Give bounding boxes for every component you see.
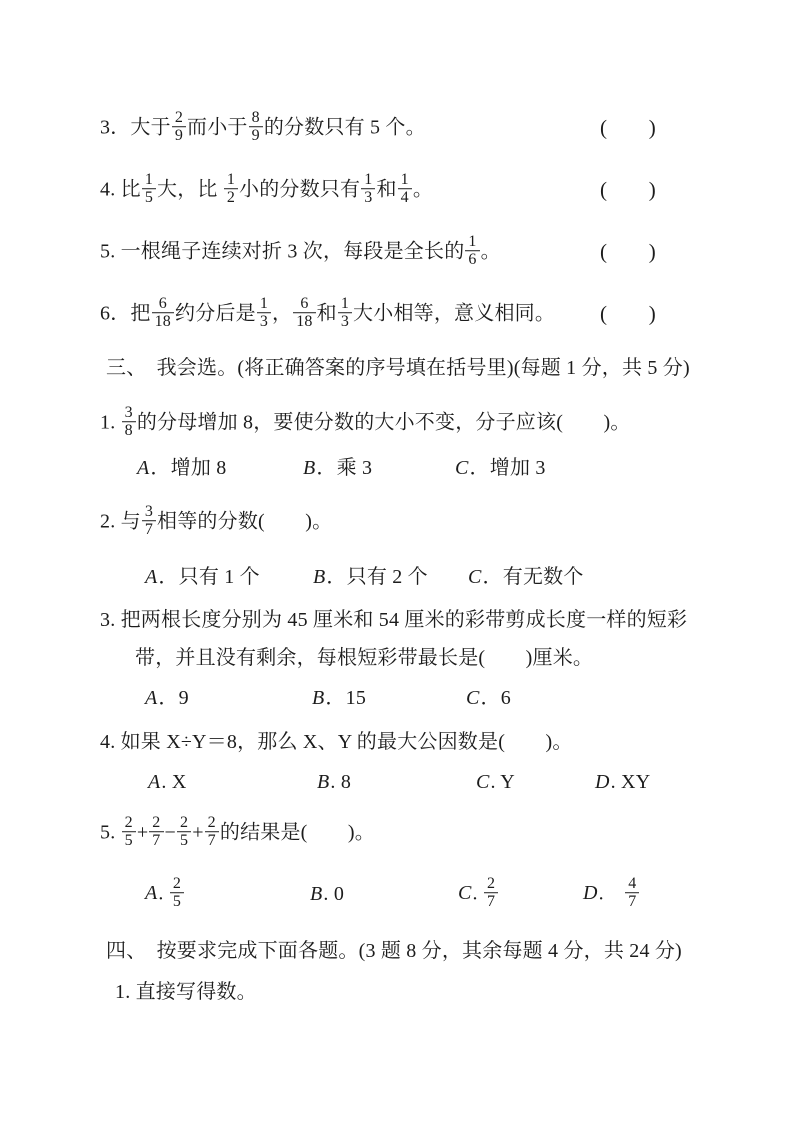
fraction-numerator: 2	[152, 814, 161, 832]
fraction-denominator: 5	[142, 189, 156, 207]
fraction-2-over-5	[170, 875, 184, 911]
choice-4-stem	[100, 728, 573, 756]
choice-3-option-b	[312, 684, 366, 712]
fraction-denominator: 5	[177, 832, 191, 850]
fraction-denominator: 3	[361, 189, 375, 207]
choice-1-option-b-option-letter: B	[303, 456, 316, 479]
fraction-numerator: 1	[226, 171, 236, 189]
tf-item-6	[100, 296, 555, 332]
fraction-denominator: 7	[142, 521, 156, 539]
fraction-4-over-7	[625, 875, 639, 911]
choice-5-option-b-text-1: . 0	[323, 882, 345, 905]
tf-item-3-text-0: 3．大于	[100, 116, 171, 139]
choice-1-option-a-option-letter: A	[137, 456, 150, 479]
choice-3-option-c-option-letter: C	[466, 686, 480, 709]
choice-4-option-b	[317, 768, 351, 796]
fraction-1-over-4	[398, 171, 412, 207]
close-paren: )	[648, 115, 656, 140]
choice-5-option-c	[458, 876, 499, 912]
tf-item-4-text-6: 和	[376, 178, 397, 201]
choice-5-option-c-text-1: .	[472, 882, 483, 905]
tf-item-4-text-4: 小的分数只有	[239, 178, 361, 201]
choice-4-option-c-option-letter: C	[476, 770, 490, 793]
tf-item-4-text-8: 。	[412, 178, 434, 201]
choice-5-stem-text-0: 5.	[100, 821, 121, 844]
choice-2-stem-text-2: 相等的分数( )。	[157, 510, 333, 533]
choice-5-option-a-text-1: .	[158, 882, 169, 905]
tf-item-6-text-4: ，	[272, 302, 293, 325]
choice-3-stem-line-1	[100, 606, 687, 634]
choice-4-stem-text-0: 4. 如果 X÷Y＝8，那么 X、Y 的最大公因数是( )。	[100, 730, 573, 753]
tf-item-3-answer-parens	[600, 114, 656, 143]
choice-4-option-a-text-1: . X	[161, 770, 187, 793]
fraction-1-over-3	[338, 295, 352, 331]
fraction-1-over-6	[465, 233, 479, 269]
fraction-numerator: 1	[259, 295, 269, 313]
choice-2-option-c	[468, 563, 584, 591]
choice-4-option-b-text-1: . 8	[330, 770, 352, 793]
choice-3-option-c-text-1: ．6	[480, 686, 511, 709]
section-4-item-1	[115, 978, 257, 1006]
choice-5-option-b-option-letter: B	[310, 882, 323, 905]
choice-2-option-c-option-letter: C	[468, 565, 482, 588]
choice-2-stem	[100, 504, 332, 540]
fraction-denominator: 2	[224, 189, 238, 207]
fraction-denominator: 8	[122, 422, 136, 440]
fraction-denominator: 4	[398, 189, 412, 207]
section-heading-4-text-0: 四、 按要求完成下面各题。(3 题 8 分，其余每题 4 分，共 24 分)	[106, 939, 682, 962]
choice-3-stem-line-2	[135, 644, 593, 672]
fraction-denominator: 3	[338, 313, 352, 331]
choice-3-option-a-text-1: ．9	[158, 686, 189, 709]
fraction-denominator: 7	[625, 893, 639, 911]
fraction-numerator: 2	[207, 814, 216, 832]
choice-2-stem-text-0: 2. 与	[100, 510, 141, 533]
choice-3-option-b-text-1: ．15	[325, 686, 367, 709]
tf-item-5-answer-parens	[600, 238, 656, 267]
choice-5-option-a	[145, 876, 185, 912]
fraction-numerator: 6	[300, 295, 309, 313]
choice-1-option-b	[303, 454, 372, 482]
section-heading-3-text-0: 三、 我会选。(将正确答案的序号填在括号里)(每题 1 分，共 5 分)	[106, 356, 690, 379]
tf-item-6-text-0: 6．把	[100, 302, 151, 325]
choice-3-option-b-option-letter: B	[312, 686, 325, 709]
fraction-1-over-5	[142, 171, 156, 207]
choice-1-option-c	[455, 454, 546, 482]
fraction-denominator: 6	[465, 251, 479, 269]
fraction-numerator: 2	[179, 814, 189, 832]
choice-5-option-d-text-1: .	[598, 882, 625, 905]
fraction-numerator: 2	[124, 814, 133, 832]
section-heading-4	[106, 937, 682, 965]
choice-2-option-b	[313, 563, 428, 591]
tf-item-3-text-2: 而小于	[187, 116, 248, 139]
tf-item-6-text-6: 和	[316, 302, 337, 325]
choice-5-stem-text-4: −	[164, 821, 176, 844]
fraction-3-over-8	[122, 404, 136, 440]
choice-1-stem-text-0: 1.	[100, 411, 121, 434]
choice-2-option-b-text-1: ．只有 2 个	[326, 565, 428, 588]
choice-5-option-b	[310, 880, 344, 908]
fraction-denominator: 5	[122, 832, 136, 850]
choice-5-stem-text-6: +	[192, 821, 204, 844]
fraction-numerator: 6	[158, 295, 167, 313]
tf-item-4	[100, 172, 433, 208]
fraction-2-over-7	[484, 875, 498, 911]
choice-5-stem-text-2: +	[136, 821, 149, 844]
tf-item-6-text-8: 大小相等，意义相同。	[353, 302, 556, 325]
tf-item-4-text-2: 大，比	[157, 178, 223, 201]
open-paren: (	[600, 239, 608, 264]
close-paren: )	[648, 239, 656, 264]
fraction-numerator: 2	[486, 875, 496, 893]
fraction-numerator: 2	[172, 875, 182, 893]
fraction-2-over-9	[172, 109, 186, 145]
open-paren: (	[600, 301, 608, 326]
fraction-numerator: 8	[251, 109, 260, 127]
fraction-2-over-5	[122, 814, 136, 850]
choice-3-option-a-option-letter: A	[145, 686, 158, 709]
choice-5-option-c-option-letter: C	[458, 882, 472, 905]
fraction-numerator: 1	[364, 171, 373, 189]
choice-1-option-a-text-1: ．增加 8	[150, 456, 227, 479]
open-paren: (	[600, 177, 608, 202]
tf-item-4-answer-parens	[600, 176, 656, 205]
tf-item-5-text-0: 5. 一根绳子连续对折 3 次，每段是全长的	[100, 240, 465, 263]
fraction-denominator: 7	[484, 893, 498, 911]
fraction-6-over-18	[293, 295, 315, 331]
answer-parentheses	[600, 238, 656, 266]
choice-2-option-a-option-letter: A	[145, 565, 158, 588]
choice-2-option-b-option-letter: B	[313, 565, 326, 588]
fraction-denominator: 3	[257, 313, 271, 331]
choice-4-option-d-text-1: . XY	[610, 770, 651, 793]
fraction-denominator: 5	[170, 893, 184, 911]
fraction-2-over-7	[149, 814, 163, 850]
choice-1-stem	[100, 405, 631, 441]
choice-1-option-c-option-letter: C	[455, 456, 469, 479]
choice-3-option-c	[466, 684, 511, 712]
fraction-numerator: 4	[628, 875, 637, 893]
choice-5-stem	[100, 815, 375, 851]
fraction-8-over-9	[249, 109, 263, 145]
choice-4-option-c	[476, 768, 515, 796]
section-4-item-1-text-0: 1. 直接写得数。	[115, 980, 257, 1003]
choice-5-option-a-option-letter: A	[145, 882, 158, 905]
choice-1-stem-text-2: 的分母增加 8，要使分数的大小不变，分子应该( )。	[136, 411, 631, 434]
choice-5-option-d	[583, 876, 640, 912]
fraction-numerator: 1	[468, 233, 477, 251]
fraction-numerator: 2	[174, 109, 184, 127]
tf-item-4-text-0: 4. 比	[100, 178, 141, 201]
fraction-numerator: 1	[400, 171, 409, 189]
choice-1-option-a	[137, 454, 226, 482]
fraction-3-over-7	[142, 503, 156, 539]
choice-3-option-a	[145, 684, 189, 712]
fraction-numerator: 1	[340, 295, 350, 313]
fraction-denominator: 18	[152, 313, 174, 331]
fraction-1-over-3	[257, 295, 271, 331]
tf-item-3	[100, 110, 426, 146]
tf-item-6-text-2: 约分后是	[175, 302, 256, 325]
answer-parentheses	[600, 176, 656, 204]
fraction-2-over-7	[205, 814, 219, 850]
fraction-2-over-5	[177, 814, 191, 850]
tf-item-6-answer-parens	[600, 300, 656, 329]
fraction-1-over-3	[361, 171, 375, 207]
choice-1-option-b-text-1: ．乘 3	[316, 456, 373, 479]
fraction-denominator: 7	[149, 832, 163, 850]
choice-4-option-a-option-letter: A	[148, 770, 161, 793]
fraction-denominator: 7	[205, 832, 219, 850]
choice-2-option-a-text-1: ．只有 1 个	[158, 565, 260, 588]
choice-2-option-c-text-1: ．有无数个	[482, 565, 584, 588]
fraction-denominator: 9	[249, 127, 263, 145]
fraction-6-over-18	[152, 295, 174, 331]
close-paren: )	[648, 177, 656, 202]
answer-parentheses	[600, 300, 656, 328]
fraction-numerator: 3	[124, 404, 133, 422]
choice-5-option-d-option-letter: D	[583, 882, 598, 905]
tf-item-3-text-4: 的分数只有 5 个。	[263, 116, 426, 139]
choice-5-stem-text-8: 的结果是( )。	[219, 821, 375, 844]
tf-item-5	[100, 234, 501, 270]
choice-3-stem-line-1-text-0: 3. 把两根长度分别为 45 厘米和 54 厘米的彩带剪成长度一样的短彩	[100, 608, 688, 631]
choice-1-option-c-text-1: ．增加 3	[469, 456, 546, 479]
answer-parentheses	[600, 114, 656, 142]
choice-4-option-d	[595, 768, 650, 796]
fraction-denominator: 9	[172, 127, 186, 145]
choice-3-stem-line-2-text-0: 带，并且没有剩余，每根短彩带最长是( )厘米。	[135, 646, 594, 669]
choice-2-option-a	[145, 563, 260, 591]
choice-4-option-a	[148, 768, 186, 796]
fraction-1-over-2	[224, 171, 238, 207]
fraction-numerator: 3	[144, 503, 154, 521]
choice-4-option-b-option-letter: B	[317, 770, 330, 793]
close-paren: )	[648, 301, 656, 326]
fraction-denominator: 18	[293, 313, 315, 331]
choice-4-option-c-text-1: . Y	[490, 770, 515, 793]
fraction-numerator: 1	[144, 171, 154, 189]
choice-4-option-d-option-letter: D	[595, 770, 610, 793]
open-paren: (	[600, 115, 608, 140]
tf-item-5-text-2: 。	[480, 240, 501, 263]
section-heading-3	[106, 354, 690, 382]
